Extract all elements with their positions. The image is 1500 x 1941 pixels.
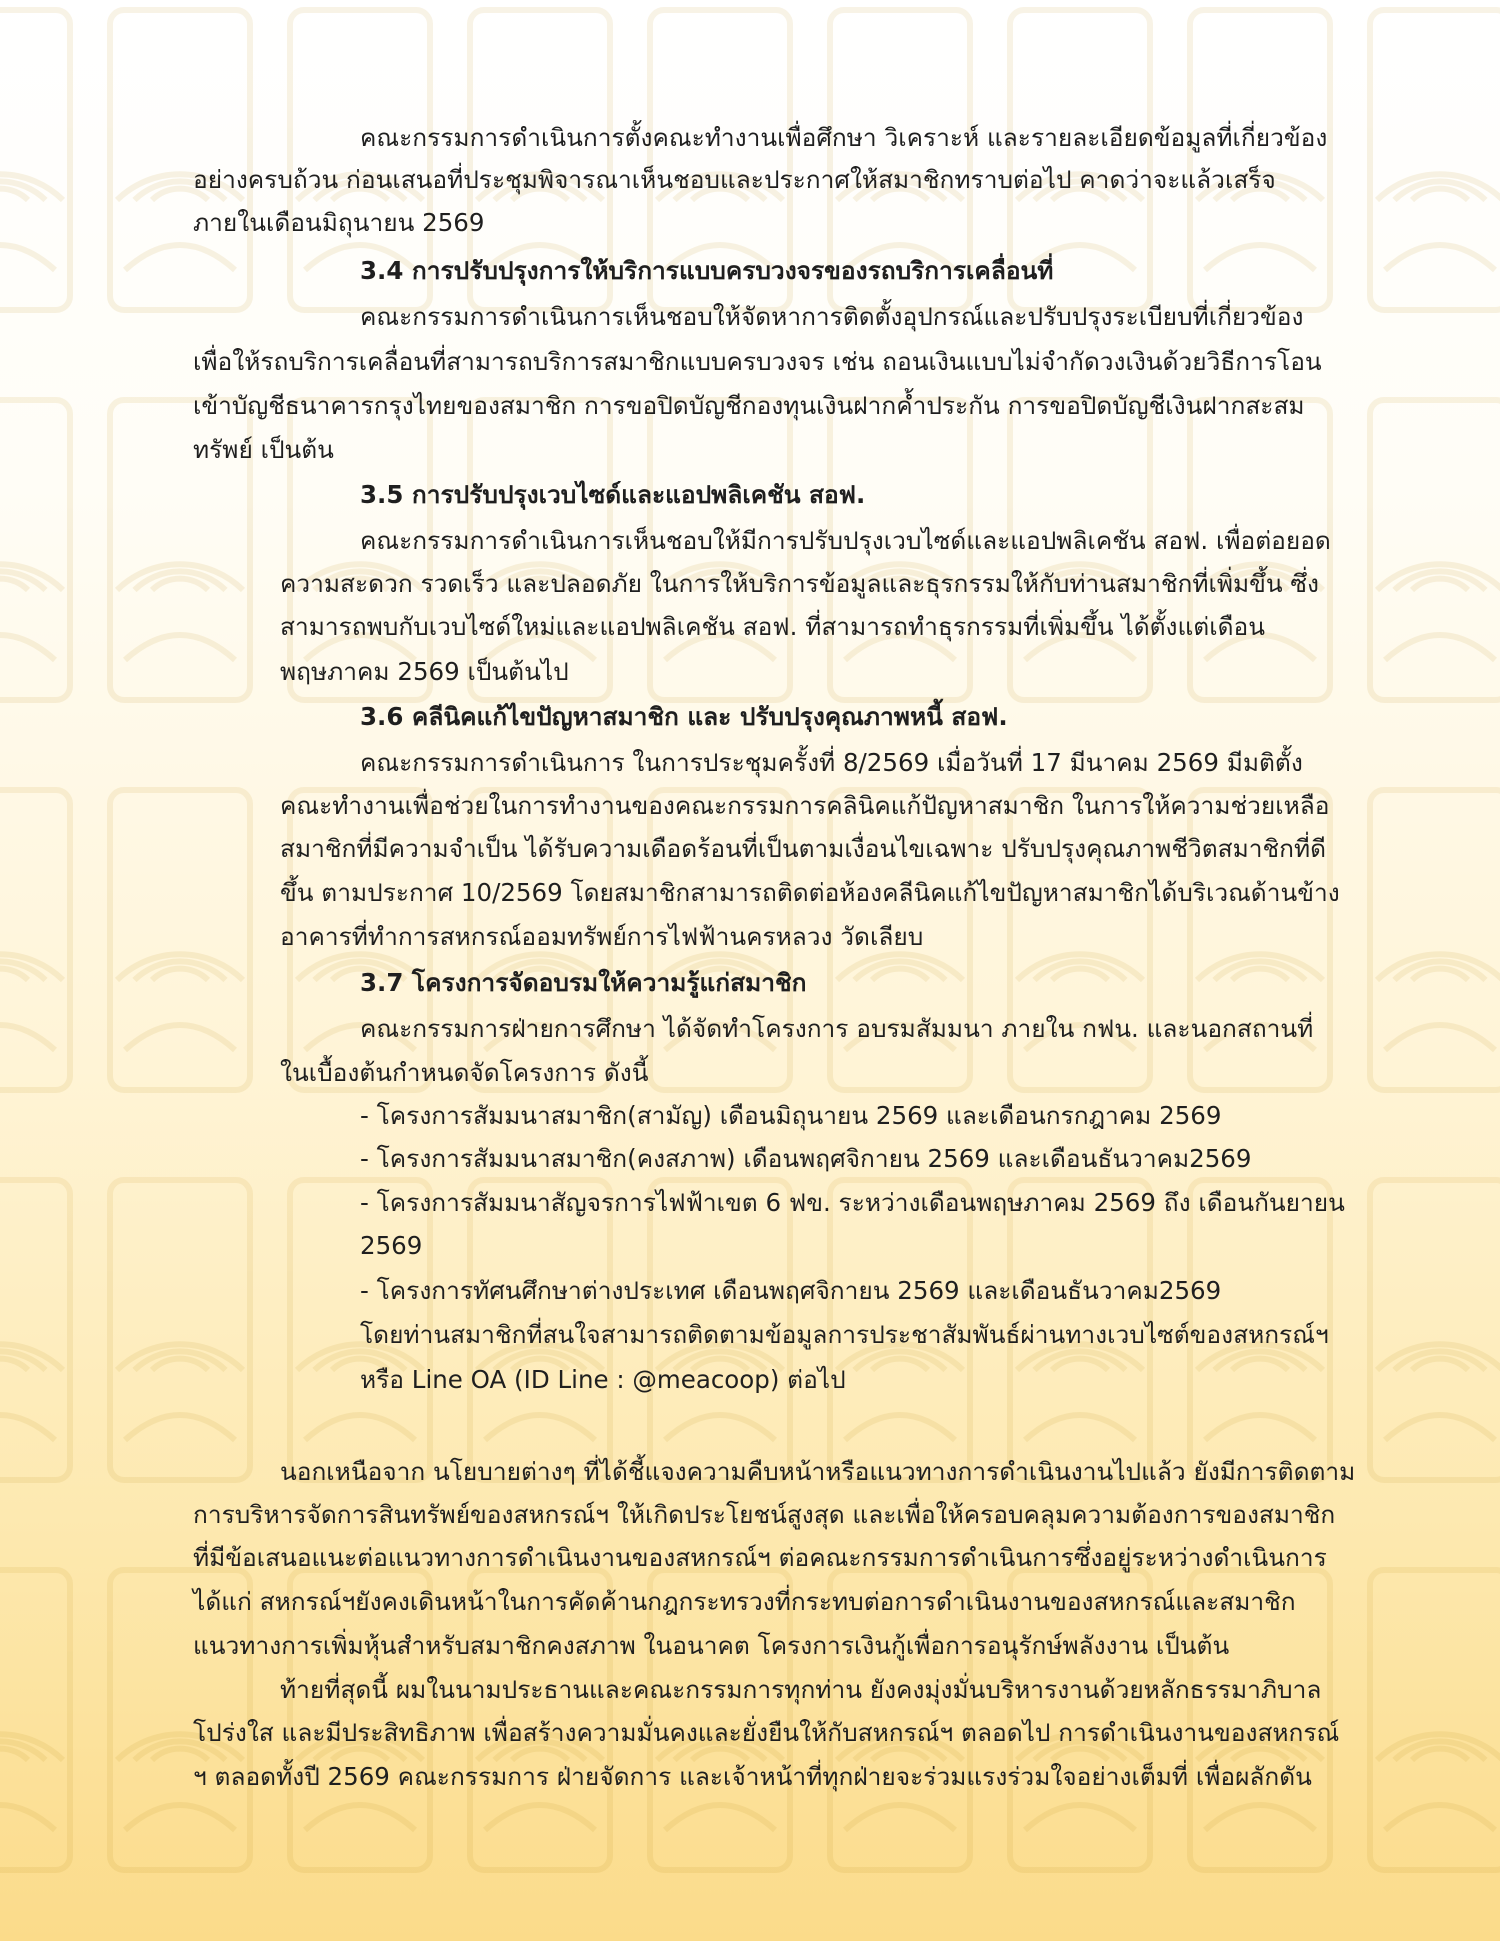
text-line: อย่างครบถ้วน ก่อนเสนอที่ประชุมพิจารณาเห็นชอบและประกาศให้สมาชิกทราบต่อไป คาดว่าจะแล้วเสร็จ: [193, 165, 1276, 194]
text-line: พฤษภาคม 2569 เป็นต้นไป: [280, 657, 569, 686]
section-heading-3-4: 3.4 การปรับปรุงการให้บริการแบบครบวงจรของรถบริการเคลื่อนที่: [360, 256, 1054, 285]
text-line: ได้แก่ สหกรณ์ฯยังคงเดินหน้าในการคัดค้านกฎกระทรวงที่กระทบต่อการดำเนินงานของสหกรณ์และสมาชิก: [193, 1587, 1296, 1616]
text-line: อาคารที่ทำการสหกรณ์ออมทรัพย์การไฟฟ้านครหลวง วัดเลียบ: [280, 922, 924, 951]
text-line: หรือ Line OA (ID Line : @meacoop) ต่อไป: [360, 1365, 846, 1394]
list-item-continued: 2569: [360, 1231, 423, 1260]
text-line: ขึ้น ตามประกาศ 10/2569 โดยสมาชิกสามารถติดต่อห้องคลีนิคแก้ไขปัญหาสมาชิกได้บริเวณด้านข้าง: [280, 878, 1340, 907]
text-line: โดยท่านสมาชิกที่สนใจสามารถติดตามข้อมูลการประชาสัมพันธ์ผ่านทางเวบไซต์ของสหกรณ์ฯ: [360, 1320, 1329, 1349]
text-line: ในเบื้องต้นกำหนดจัดโครงการ ดังนี้: [280, 1058, 649, 1087]
text-line: โปร่งใส และมีประสิทธิภาพ เพื่อสร้างความมั่นคงและยั่งยืนให้กับสหกรณ์ฯ ตลอดไป การดำเนินงานของสหกรณ์: [193, 1718, 1340, 1747]
text-line: คณะกรรมการดำเนินการเห็นชอบให้มีการปรับปรุงเวบไซด์และแอปพลิเคชัน สอฟ. เพื่อต่อยอด: [360, 526, 1331, 555]
text-line: สามารถพบกับเวบไซด์ใหม่และแอปพลิเคชัน สอฟ. ที่สามารถทำธุรกรรมที่เพิ่มขึ้น ได้ตั้งแต่เดือน: [280, 612, 1265, 641]
section-heading-3-7: 3.7 โครงการจัดอบรมให้ความรู้แก่สมาชิก: [360, 968, 807, 997]
text-line: นอกเหนือจาก นโยบายต่างๆ ที่ได้ชี้แจงความคืบหน้าหรือแนวทางการดำเนินงานไปแล้ว ยังมีการติดตาม: [280, 1457, 1356, 1486]
list-item: - โครงการสัมมนาสมาชิก(สามัญ) เดือนมิถุนายน 2569 และเดือนกรกฎาคม 2569: [360, 1101, 1222, 1130]
text-line: ที่มีข้อเสนอแนะต่อแนวทางการดำเนินงานของสหกรณ์ฯ ต่อคณะกรรมการดำเนินการซึ่งอยู่ระหว่างดำเนินการ: [193, 1543, 1327, 1572]
text-line: คณะกรรมการฝ่ายการศึกษา ได้จัดทำโครงการ อบรมสัมมนา ภายใน กฟน. และนอกสถานที่: [360, 1014, 1314, 1043]
list-item: - โครงการสัมมนาสมาชิก(คงสภาพ) เดือนพฤศจิกายน 2569 และเดือนธันวาคม2569: [360, 1144, 1252, 1173]
section-heading-3-5: 3.5 การปรับปรุงเวบไซด์และแอปพลิเคชัน สอฟ.: [360, 480, 866, 509]
text-line: แนวทางการเพิ่มหุ้นสำหรับสมาชิกคงสภาพ ในอนาคต โครงการเงินกู้เพื่อการอนุรักษ์พลังงาน เป็นต้น: [193, 1631, 1230, 1660]
text-line: การบริหารจัดการสินทรัพย์ของสหกรณ์ฯ ให้เกิดประโยชน์สูงสุด และเพื่อให้ครอบคลุมความต้องการของสมาชิก: [193, 1500, 1336, 1529]
text-line: ทรัพย์ เป็นต้น: [193, 435, 334, 464]
text-line: คณะกรรมการดำเนินการตั้งคณะทำงานเพื่อศึกษา วิเคราะห์ และรายละเอียดข้อมูลที่เกี่ยวข้อง: [360, 123, 1328, 152]
text-line: ท้ายที่สุดนี้ ผมในนามประธานและคณะกรรมการทุกท่าน ยังคงมุ่งมั่นบริหารงานด้วยหลักธรรมาภิบาล: [280, 1675, 1322, 1704]
text-line: คณะกรรมการดำเนินการเห็นชอบให้จัดหาการติดตั้งอุปกรณ์และปรับปรุงระเบียบที่เกี่ยวข้อง: [360, 302, 1304, 331]
text-line: เพื่อให้รถบริการเคลื่อนที่สามารถบริการสมาชิกแบบครบวงจร เช่น ถอนเงินแบบไม่จำกัดวงเงินด้วยวิธีการโอน: [193, 347, 1322, 376]
text-line: ฯ ตลอดทั้งปี 2569 คณะกรรมการ ฝ่ายจัดการ และเจ้าหน้าที่ทุกฝ่ายจะร่วมแรงร่วมใจอย่างเต็มที่ เพื่อผลักดัน: [193, 1762, 1312, 1791]
text-line: ภายในเดือนมิถุนายน 2569: [193, 208, 485, 237]
text-line: สมาชิกที่มีความจำเป็น ได้รับความเดือดร้อนที่เป็นตามเงื่อนไขเฉพาะ ปรับปรุงคุณภาพชีวิตสมาชิกที่ดี: [280, 834, 1326, 863]
section-heading-3-6: 3.6 คลีนิคแก้ไขปัญหาสมาชิก และ ปรับปรุงคุณภาพหนี้ สอฟ.: [360, 702, 1008, 731]
list-item: - โครงการสัมมนาสัญจรการไฟฟ้าเขต 6 ฟข. ระหว่างเดือนพฤษภาคม 2569 ถึง เดือนกันยายน: [360, 1188, 1345, 1217]
text-line: คณะกรรมการดำเนินการ ในการประชุมครั้งที่ 8/2569 เมื่อวันที่ 17 มีนาคม 2569 มีมติตั้ง: [360, 748, 1303, 777]
text-line: คณะทำงานเพื่อช่วยในการทำงานของคณะกรรมการคลินิคแก้ปัญหาสมาชิก ในการให้ความช่วยเหลือ: [280, 791, 1330, 820]
text-line: ความสะดวก รวดเร็ว และปลอดภัย ในการให้บริการข้อมูลและธุรกรรมให้กับท่านสมาชิกที่เพิ่มขึ้น ซึ่ง: [280, 569, 1320, 598]
text-line: เข้าบัญชีธนาคารกรุงไทยของสมาชิก การขอปิดบัญชีกองทุนเงินฝากค้ำประกัน การขอปิดบัญชีเงินฝากสะสม: [193, 391, 1305, 420]
list-item: - โครงการทัศนศึกษาต่างประเทศ เดือนพฤศจิกายน 2569 และเดือนธันวาคม2569: [360, 1276, 1222, 1305]
